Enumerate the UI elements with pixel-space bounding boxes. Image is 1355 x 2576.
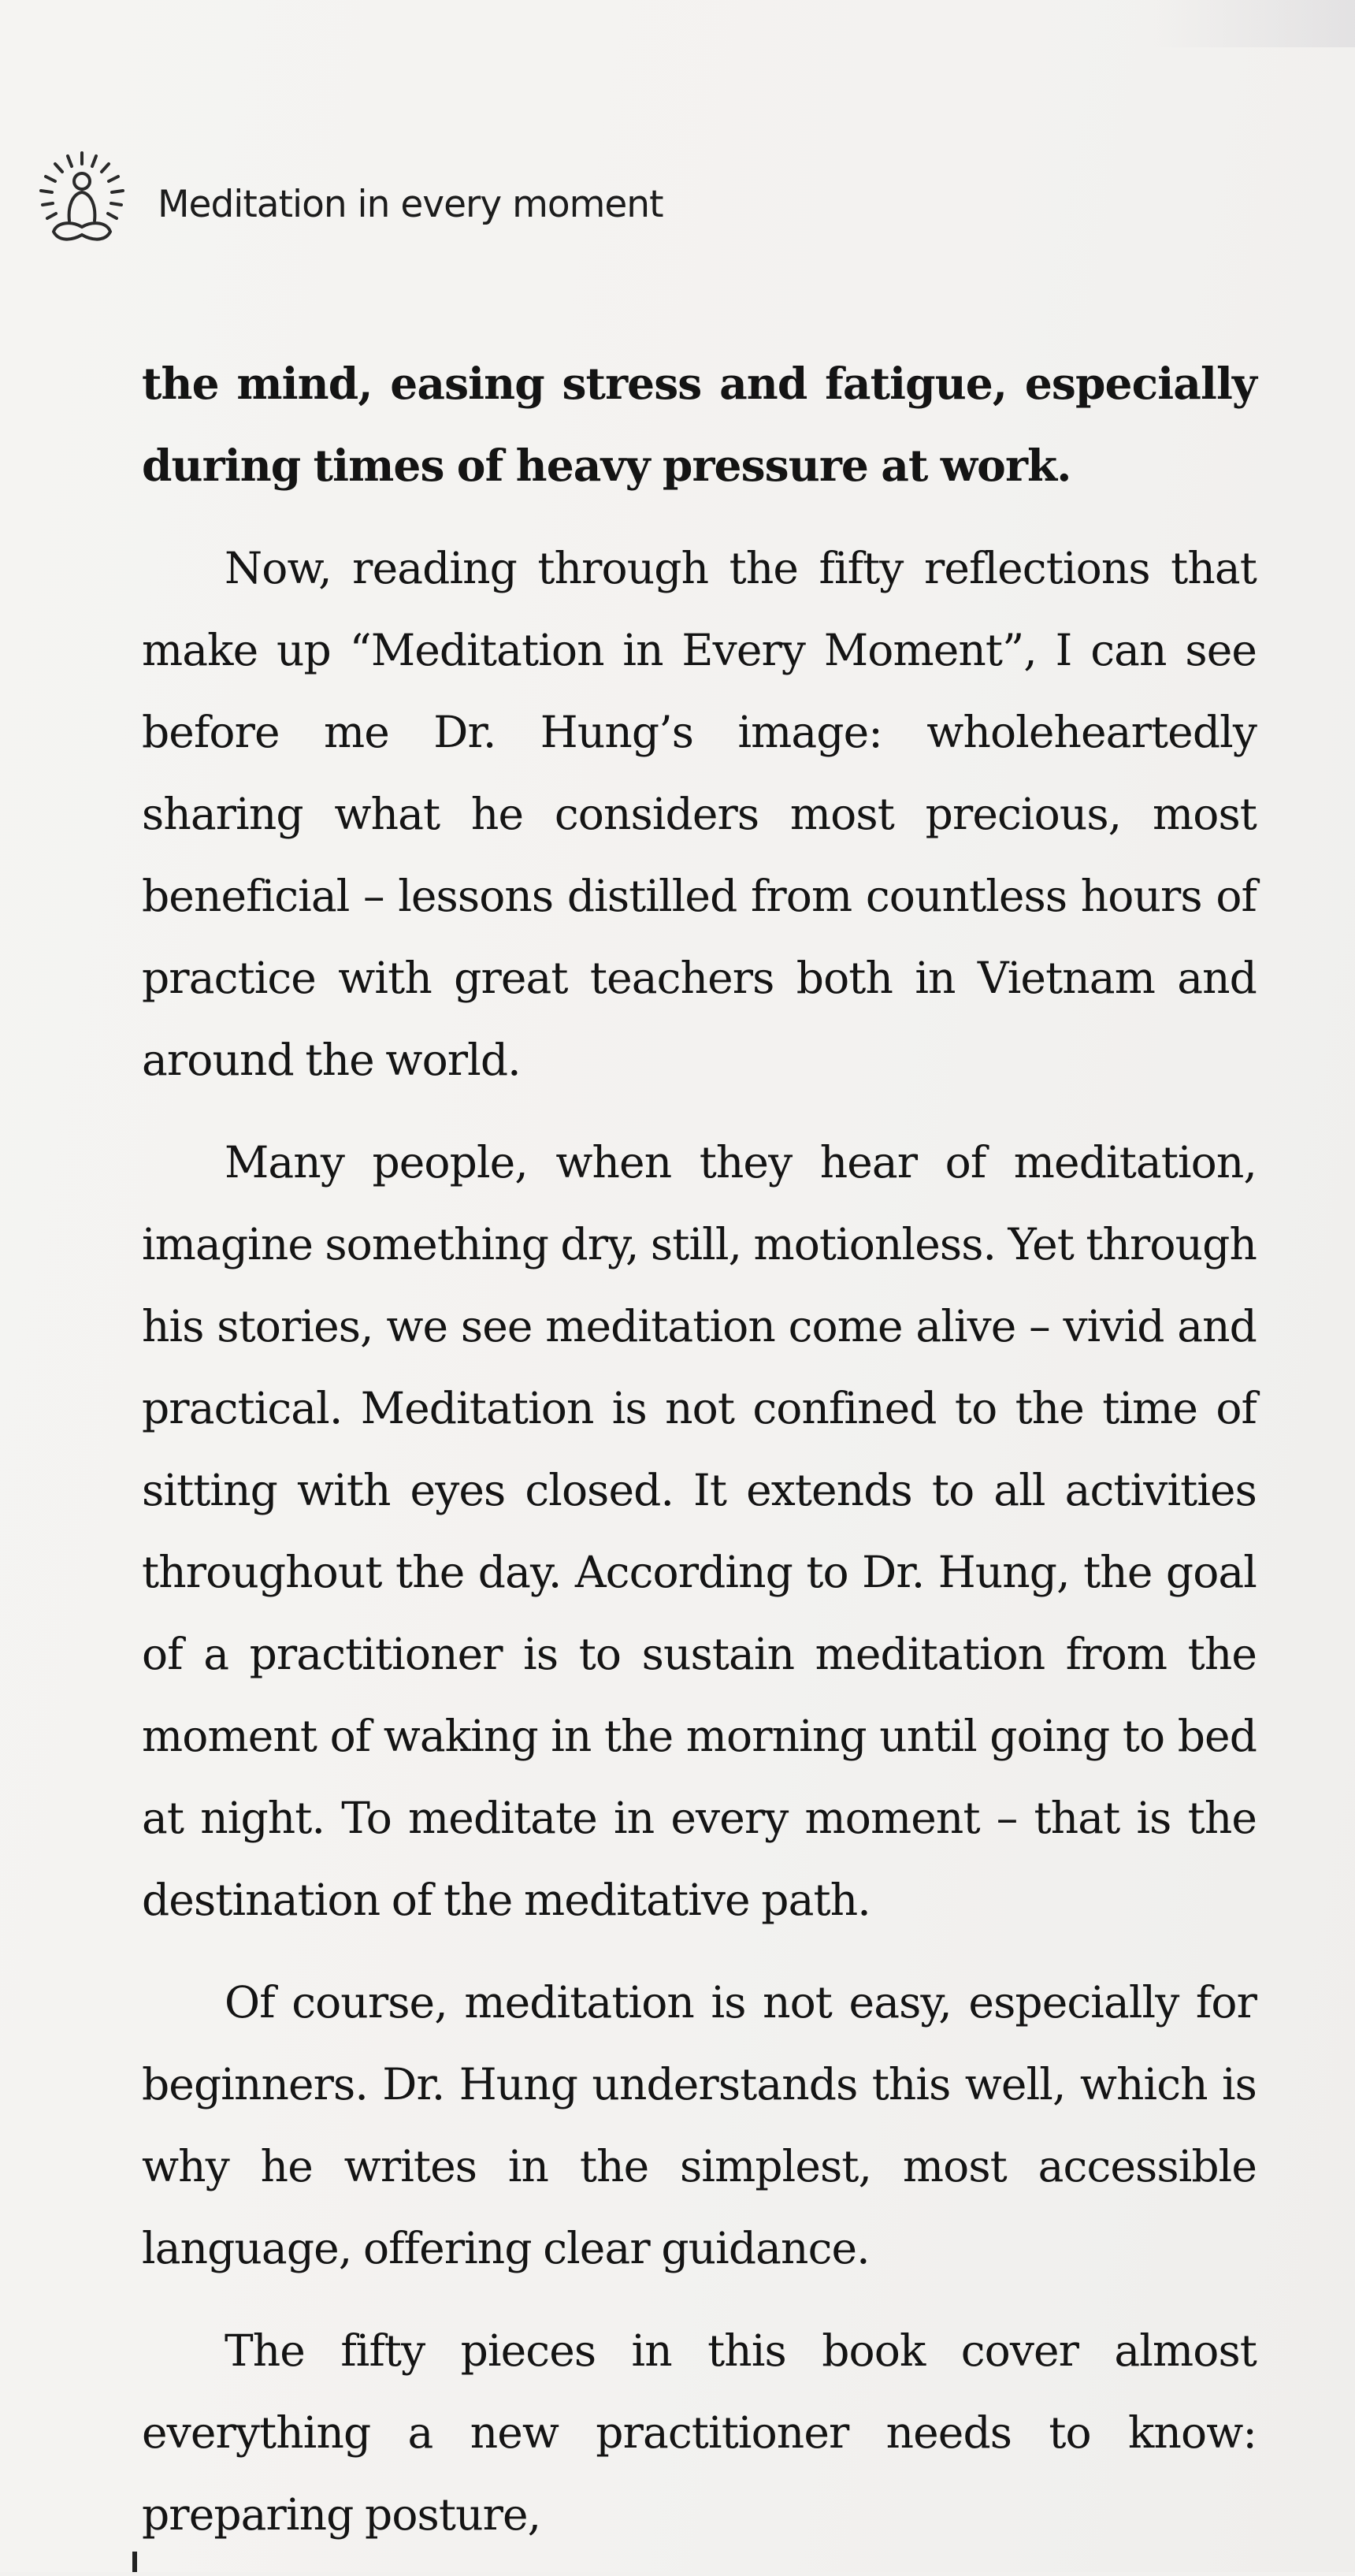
paragraph-1: the mind, easing stress and fatigue, especially during times of heavy pressure at work. <box>142 358 1257 491</box>
paragraph-4: Of course, meditation is not easy, especially for beginners. Dr. Hung understands this well, which is why he writes in the simplest, most accessible language, offering clear guidance. <box>142 1977 1257 2273</box>
page-corner-shadow <box>1150 0 1355 47</box>
page-number-mark <box>132 2552 137 2572</box>
paragraph-3: Many people, when they hear of meditation, imagine something dry, still, motionless. Yet through his stories, we see meditation come alive – vivid and practical. Meditation is not confined to the time of sitting with eyes closed. It extends to all activities throughout the day. According to Dr. Hung, the goal of a practitioner is to sustain meditation from the moment of waking in the morning until going to bed at night. To meditate in every moment – that is the destination of the meditative path. <box>142 1137 1257 1925</box>
paragraph-5: The fifty pieces in this book cover almost everything a new practitioner needs to know: preparing posture, <box>142 2325 1257 2540</box>
running-header <box>30 148 663 251</box>
running-header-title: Meditation in every moment <box>158 182 663 226</box>
body-text <box>142 343 1257 2576</box>
paragraph-2: Now, reading through the fifty reflections that make up “Meditation in Every Moment”, I can see before me Dr. Hung’s image: wholeheartedly sharing what he considers most precious, most beneficial – lessons distilled from countless hours of practice with great teachers both in Vietnam and around the world. <box>142 543 1257 1085</box>
lotus-meditation-icon <box>30 148 134 251</box>
